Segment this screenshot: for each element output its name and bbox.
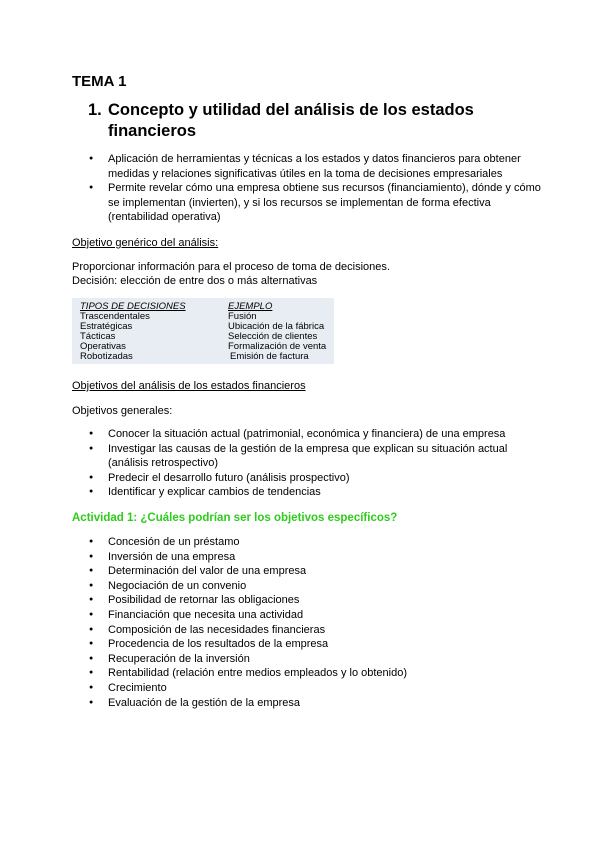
list-item: ● Posibilidad de retornar las obligaciones — [89, 593, 529, 608]
objetivo-generico-heading: Objetivo genérico del análisis: — [72, 237, 219, 249]
table-cell: Ubicación de la fábrica — [228, 321, 325, 332]
table-cell: Robotizadas — [80, 351, 133, 362]
list-item: ● Crecimiento — [89, 681, 529, 696]
table-cell: Tácticas — [80, 331, 116, 342]
objetivos-generales-label: Objetivos generales: — [72, 405, 173, 417]
section-title — [88, 100, 508, 142]
list-item: ● Inversión de una empresa — [89, 550, 529, 565]
table-cell: Estratégicas — [80, 321, 133, 332]
actividad-title: Actividad 1: ¿Cuáles podrían ser los objetivos específicos? — [72, 512, 398, 524]
table-cell: Emisión de factura — [230, 351, 309, 362]
list-item: ● Identificar y explicar cambios de tendencias — [89, 485, 529, 500]
list-item: ● Financiación que necesita una actividad — [89, 608, 529, 623]
section-title-text: Concepto y utilidad del análisis de los estados financieros — [108, 101, 474, 140]
table-header-tipos: TIPOS DE DECISIONES — [80, 301, 186, 312]
topic-heading: TEMA 1 — [72, 73, 127, 90]
list-item: ● Negociación de un convenio — [89, 579, 529, 594]
list-item: ● Concesión de un préstamo — [89, 535, 529, 550]
list-item: ● Investigar las causas de la gestión de la empresa que explican su situación actual (análisis retrospectivo) — [89, 442, 529, 471]
section-number: 1. — [88, 101, 102, 119]
list-item: ● Permite revelar cómo una empresa obtiene sus recursos (financiamiento), dónde y cómo se implementan (invierten), y si los recursos se implementan de forma efectiva (rentabilidad operativa) — [89, 181, 549, 225]
list-item: ● Evaluación de la gestión de la empresa — [89, 696, 529, 711]
list-item: ● Recuperación de la inversión — [89, 652, 529, 667]
table-header-ejemplo: EJEMPLO — [228, 301, 273, 312]
decision-types-table — [72, 298, 334, 364]
table-cell: Operativas — [80, 341, 126, 352]
list-item: ● Determinación del valor de una empresa — [89, 564, 529, 579]
list-item: ● Predecir el desarrollo futuro (análisis prospectivo) — [89, 471, 529, 486]
objetivos-especificos-list — [89, 535, 529, 710]
decision-definition: Decisión: elección de entre dos o más alternativas — [72, 275, 318, 287]
objetivos-analisis-heading: Objetivos del análisis de los estados financieros — [72, 380, 306, 392]
table-cell: Fusión — [228, 311, 257, 322]
table-cell: Trascendentales — [80, 311, 150, 322]
table-cell: Formalización de venta — [228, 341, 327, 352]
list-item: ● Aplicación de herramientas y técnicas a los estados y datos financieros para obtener medidas y relaciones significativas útiles en la toma de decisiones empresariales — [89, 152, 549, 181]
table-cell: Selección de clientes — [228, 331, 318, 342]
list-item: ● Procedencia de los resultados de la empresa — [89, 637, 529, 652]
intro-bullet-list — [89, 152, 549, 225]
list-item: ● Composición de las necesidades financieras — [89, 623, 529, 638]
objetivo-generico-line: Proporcionar información para el proceso de toma de decisiones. — [72, 261, 390, 273]
table-row — [72, 352, 334, 362]
list-item: ● Rentabilidad (relación entre medios empleados y lo obtenido) — [89, 666, 529, 681]
objetivos-generales-list — [89, 427, 529, 500]
list-item: ● Conocer la situación actual (patrimonial, económica y financiera) de una empresa — [89, 427, 529, 442]
